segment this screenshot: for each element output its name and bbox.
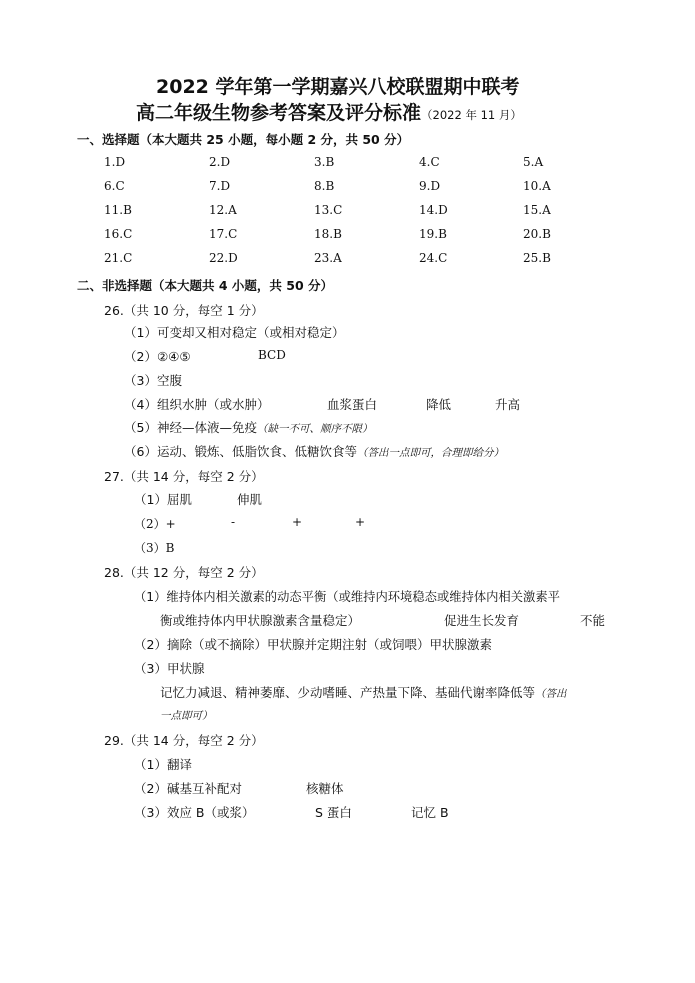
q28-answer-1c: 促进生长发育 (444, 613, 520, 628)
mc-answer: 18.B (314, 227, 342, 241)
q28-heading: 28.（共 12 分，每空 2 分） (104, 565, 264, 580)
q29-answer-2: （2）碱基互补配对 (134, 781, 242, 796)
mc-answer: 15.A (523, 203, 551, 217)
mc-answer: 22.D (209, 251, 238, 265)
q29-answer-3b: S 蛋白 (315, 805, 352, 820)
q27-answer-2b: - (231, 515, 236, 529)
q26-answer-2: （2）②④⑤ (124, 349, 191, 364)
q28-answer-3b-note: （答出 (535, 688, 567, 700)
q27-answer-1b: 伸肌 (237, 492, 263, 507)
q29-answer-2b: 核糖体 (306, 781, 344, 796)
q27-answer-3: （3）B (134, 541, 175, 555)
q28-answer-3b-note-cont: 一点即可） (160, 710, 213, 722)
q26-answer-5-note: （缺一不可、顺序不限） (256, 423, 373, 435)
mc-answer: 11.B (104, 203, 132, 217)
mc-answer: 1.D (104, 155, 126, 169)
mc-answer: 13.C (314, 203, 343, 217)
q26-answer-1: （1）可变却又相对稳定（或相对稳定） (124, 325, 345, 340)
q28-answer-1d: 不能 (580, 613, 606, 628)
mc-answer: 20.B (523, 227, 551, 241)
mc-answer: 5.A (523, 155, 544, 169)
mc-answer: 8.B (314, 179, 335, 193)
q29-answer-1: （1）翻译 (134, 757, 192, 772)
q29-answer-3c: 记忆 B (411, 805, 449, 820)
q26-answer-6-note: （答出一点即可，合理即给分） (356, 447, 504, 459)
mc-answer: 6.C (104, 179, 125, 193)
q27-answer-2c: + (292, 515, 303, 529)
mc-answer: 16.C (104, 227, 133, 241)
title-date: （2022 年 11 月） (421, 108, 522, 122)
title-main: 高二年级生物参考答案及评分标准 (136, 102, 422, 124)
mc-answer: 10.A (523, 179, 551, 193)
mc-answer: 24.C (419, 251, 448, 265)
mc-answer: 25.B (523, 251, 551, 265)
mc-answer: 7.D (209, 179, 231, 193)
mc-answer: 21.C (104, 251, 133, 265)
q28-answer-2: （2）摘除（或不摘除）甲状腺并定期注射（或饲喂）甲状腺激素 (134, 637, 492, 652)
mc-answer: 17.C (209, 227, 238, 241)
mc-answer: 19.B (419, 227, 447, 241)
q29-heading: 29.（共 14 分，每空 2 分） (104, 733, 264, 748)
q26-answer-4b: 血浆蛋白 (327, 397, 378, 412)
mc-answer: 23.A (314, 251, 342, 265)
q26-answer-6-text: （6）运动、锻炼、低脂饮食、低糖饮食等 (124, 444, 357, 459)
section-choice-heading: 一、选择题（本大题共 25 小题，每小题 2 分，共 50 分） (77, 132, 410, 147)
q28-answer-3b-text: 记忆力减退、精神萎靡、少动嗜睡、产热量下降、基础代谢率降低等 (160, 685, 536, 700)
q28-answer-1-cont: 衡或维持体内甲状腺激素含量稳定） (160, 613, 361, 628)
mc-answer: 9.D (419, 179, 441, 193)
mc-answer: 4.C (419, 155, 440, 169)
q26-answer-5-text: （5）神经—体液—免疫 (124, 420, 257, 435)
section-nonchoice-heading: 二、非选择题（本大题共 4 小题，共 50 分） (77, 278, 334, 293)
q26-heading: 26.（共 10 分，每空 1 分） (104, 303, 264, 318)
q26-answer-4c: 降低 (426, 397, 452, 412)
mc-answer: 2.D (209, 155, 231, 169)
q26-answer-4d: 升高 (495, 397, 521, 412)
q27-answer-2d: + (355, 515, 366, 529)
mc-answer: 14.D (419, 203, 448, 217)
q29-answer-3: （3）效应 B（或浆） (134, 805, 255, 820)
title-line-1: 2022 学年第一学期嘉兴八校联盟期中联考 (156, 76, 520, 98)
q26-answer-5 (124, 418, 372, 436)
q26-answer-4: （4）组织水肿（或水肿） (124, 397, 270, 412)
title-line-2 (136, 98, 522, 125)
q28-answer-1: （1）维持体内相关激素的动态平衡（或维持内环境稳态或维持体内相关激素平 (134, 590, 560, 604)
q26-answer-2b: BCD (258, 348, 286, 362)
q27-answer-1: （1）屈肌 (134, 492, 192, 507)
q27-answer-2: （2）+ (134, 517, 176, 531)
q27-heading: 27.（共 14 分，每空 2 分） (104, 469, 264, 484)
q26-answer-3: （3）空腹 (124, 373, 182, 388)
mc-answer: 12.A (209, 203, 237, 217)
q28-answer-3: （3）甲状腺 (134, 661, 205, 676)
q26-answer-6 (124, 442, 504, 460)
q28-answer-3b (160, 683, 567, 701)
mc-answer: 3.B (314, 155, 335, 169)
